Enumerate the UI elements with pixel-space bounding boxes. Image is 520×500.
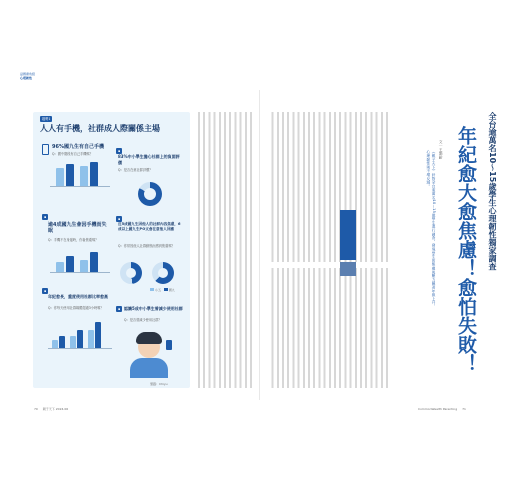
student-illustration-body — [130, 358, 168, 378]
card-4-question: Q：你常因他人社群動態而感到焦慮嗎？ — [118, 244, 175, 248]
card-6-headline: 認識5成中小學生曾減少使用社群 — [124, 306, 183, 311]
card-4-donut-a-hole — [126, 268, 136, 278]
bar — [56, 168, 64, 186]
right-brand: CommonWealth Parenting — [418, 407, 458, 411]
bar — [90, 162, 98, 186]
card-5-question: Q：你每天使用社群媒體超過3小時嗎？ — [48, 306, 104, 310]
card-4-headline: 近5成國九生因他人的社群內容焦慮，6成以上國九生PO文會在意他人回應 — [118, 222, 181, 231]
phone-icon — [166, 340, 172, 350]
bar — [70, 336, 76, 348]
legend-series-1: 小五 — [154, 288, 161, 292]
bar — [66, 256, 74, 272]
infographic-credit: 製圖：Chiyu — [150, 382, 168, 386]
phone-icon — [42, 144, 49, 155]
card-6-question: Q：是否曾減少使用社群？ — [124, 318, 162, 322]
series-label — [20, 72, 35, 80]
bar — [66, 164, 74, 186]
main-title: 年紀愈大愈焦慮！愈怕失敗！ — [455, 126, 477, 373]
trend-tag: 趨勢1 — [42, 117, 51, 121]
bar — [95, 322, 101, 348]
bar — [56, 262, 64, 272]
left-page-footer — [34, 407, 68, 411]
card-3-headline: 逾4成國九生會因手機而失眠 — [48, 222, 107, 234]
right-body-text-b — [270, 268, 388, 388]
legend-swatch — [164, 288, 168, 291]
card-5-bars — [48, 318, 112, 348]
bar — [77, 330, 83, 348]
pre-title: 全台逾萬名10～15歲學生心理韌性獨家調查 — [488, 112, 497, 271]
right-page-footer — [418, 407, 466, 411]
legend-swatch — [150, 288, 154, 291]
student-illustration-hair — [136, 332, 162, 344]
bar — [80, 260, 88, 272]
card-3-bars — [50, 246, 110, 272]
page-gutter — [259, 90, 260, 400]
card-4-donut-b-hole — [158, 268, 168, 278]
subhead-block-2 — [340, 262, 356, 276]
card-2-donut-hole — [144, 188, 156, 200]
lead-paragraph: 《親子天下》針對全台逾萬名10～15歲學生進行調查，發現學生的焦慮與壓力隨著年級上升，心理韌性則不增反減。 — [426, 150, 436, 309]
series-label-line2: 心理韌性 — [20, 76, 33, 80]
card-1-bars — [50, 160, 110, 186]
bar — [90, 252, 98, 272]
subhead-block — [340, 210, 356, 260]
legend-series-2: 國九 — [168, 288, 175, 292]
author-credit: 文｜王韻齡 — [439, 140, 444, 159]
bar — [59, 336, 65, 348]
card-1-headline: 96%國九生有自己手機 — [52, 144, 104, 150]
chart-legend — [150, 288, 175, 292]
card-5-tag: ▪ — [44, 289, 47, 293]
card-5-headline: 年紀愈長，重度使用社群比率愈高 — [48, 294, 108, 299]
series-label-line1: 話題廣角鏡 — [20, 72, 36, 76]
left-page-number: 70 — [34, 407, 38, 411]
card-2-headline: 83%中小學生擔心社群上的負面評價 — [118, 154, 180, 165]
card-3-tag: ▪ — [44, 215, 47, 219]
card-6-tag: ▪ — [118, 307, 121, 311]
card-1-question: Q：國中階段有自己手機嗎？ — [52, 152, 93, 156]
bar — [80, 166, 88, 186]
card-2-question: Q：是否在意社群評價？ — [118, 168, 153, 172]
left-body-text — [196, 112, 252, 388]
infographic-title: 人人有手機，社群成人際關係主場 — [40, 124, 160, 133]
bar — [52, 340, 58, 348]
card-3-question: Q：手機不在身邊時，你會焦慮嗎？ — [48, 238, 99, 242]
right-page-number: 71 — [462, 407, 466, 411]
left-issue: 親子天下 2024.06 — [42, 407, 69, 411]
card-4-tag: ▪ — [118, 217, 121, 221]
card-2-tag: ▪ — [118, 149, 121, 153]
bar — [88, 330, 94, 348]
right-body-text-a — [270, 112, 388, 262]
